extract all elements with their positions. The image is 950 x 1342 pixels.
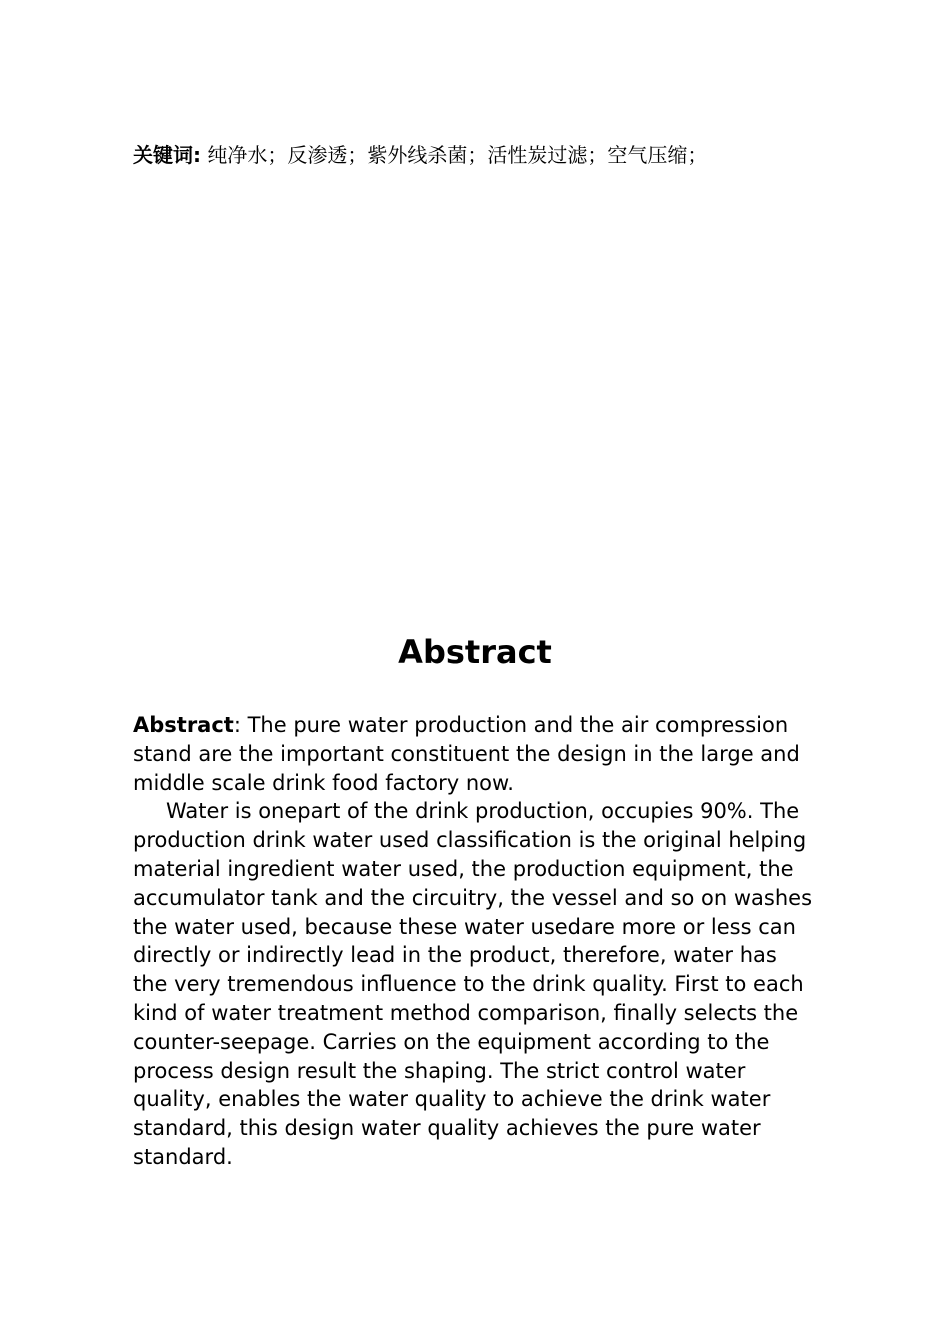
abstract-paragraph-1 <box>133 711 813 797</box>
abstract-paragraph-1-text: : The pure water production and the air compression stand are the important constituent the design in the large and middle scale drink food factory now. <box>133 713 800 795</box>
abstract-heading: Abstract <box>398 633 552 671</box>
keywords-separator: : <box>193 143 201 167</box>
keywords-label: 关键词 <box>133 143 193 167</box>
abstract-body <box>133 711 813 1172</box>
abstract-lead-label: Abstract <box>133 713 234 737</box>
keywords-line <box>133 141 823 169</box>
abstract-paragraph-2: Water is onepart of the drink production, occupies 90%. The production drink water used classification is the original helping material ingredient water used, the production equipment, the accumulator tank and the circuitry, the vessel and so on washes the water used, because these water usedare more or less can directly or indirectly lead in the product, therefore, water has the very tremendous influence to the drink quality. First to each kind of water treatment method comparison, finally selects the counter-seepage. Carries on the equipment according to the process design result the shaping. The strict control water quality, enables the water quality to achieve the drink water standard, this design water quality achieves the pure water standard. <box>133 799 813 1169</box>
keywords-text: 纯净水；反渗透；紫外线杀菌；活性炭过滤；空气压缩； <box>207 143 708 167</box>
